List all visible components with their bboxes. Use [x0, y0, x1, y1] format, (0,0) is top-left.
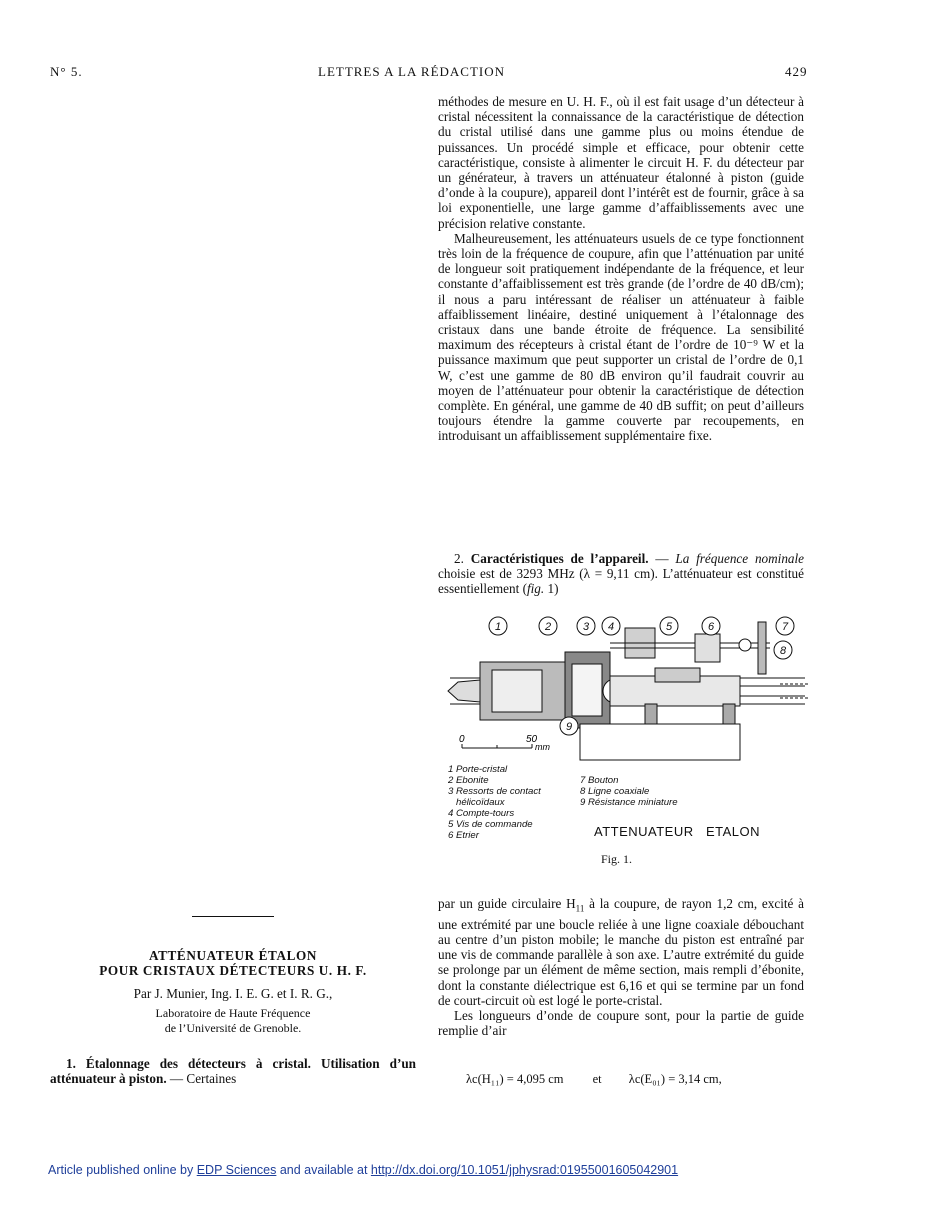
section-1 [50, 1056, 416, 1086]
callout-3: 3 [583, 621, 590, 633]
legend-item: 6 Etrier [448, 830, 479, 841]
guide-text-a: par un guide circulaire H [438, 896, 576, 911]
callout-2: 2 [545, 621, 552, 633]
legend-item: 4 Compte-tours [448, 808, 515, 819]
italic-frequence: La fréquence nominale [675, 551, 805, 566]
section-2-title: Caractéristiques de l’appareil. [470, 551, 649, 566]
paragraph-intro-continued: méthodes de mesure en U. H. F., où il est fait usage d’un détecteur à cristal nécessitent la connaissance de la caractéristique de détection du cristal utilisé dans une gamme plus ou moins étendue de puissances. Un procédé simple et efficace, pour obtenir cette caractéristique, consiste à alimenter le circuit H. F. du détecteur par un générateur, à travers un atténuateur étalonné à piston (guide d’onde à la coupure), appareil dont l’intérêt est de fournir, grâce à sa loi exponentielle, une large gamme d’affaiblissements avec une précision relative constante. [438, 94, 804, 231]
legend-item: 7 Bouton [580, 775, 619, 786]
affiliation-line1: Laboratoire de Haute Fréquence [155, 1005, 311, 1020]
section-header: LETTRES A LA RÉDACTION [318, 64, 506, 79]
section-1-text: — Certaines [166, 1071, 237, 1087]
section-2-dash: — [648, 551, 676, 566]
paragraph-malheureusement: Malheureusement, les atténuateurs usuels de ce type fonctionnent très loin de la fréquence de coupure, afin que l’atténuation par unité de longueur soit pratiquement indépendante de la fréquence, et leur constante d’affaiblissement est très grande (de l’ordre de 40 dB/cm); il nous a paru intéressant de réaliser un atténuateur à faible affaiblissement linéaire, destiné uniquement à l’étalonnage des cristaux dans une bande étroite de fréquence. La sensibilité maximum des récepteurs à cristal étant de l’ordre de 10⁻⁹ W et la puissance maximum que peut supporter un cristal de l’ordre de 0,1 W, c’est une gamme de 80 dB environ qu’il faudrait couvrir au moyen de l’atténuateur pour obtenir la caractéristique de détection complète. En général, une gamme de 40 dB suffit; on peut d’ailleurs toujours étendre la gamme couverte par recoupements, en introduisant un affaiblissement supplémentaire fixe. [438, 230, 804, 444]
equation-2: λc(E₀₁) = 3,14 cm, [628, 1072, 722, 1086]
article-heading [50, 948, 416, 1036]
right-column-bottom [438, 896, 804, 1038]
article-authors: Par J. Munier, Ing. I. E. G. et I. R. G., [133, 986, 333, 1002]
equation-et: et [592, 1072, 602, 1086]
section-2-number: 2. [454, 551, 464, 566]
section-1-title: Étalonnage des détecteurs à cristal. Utilisation d’un atténuateur à piston. [50, 1056, 416, 1087]
edp-sciences-link[interactable]: EDP Sciences [196, 1163, 277, 1177]
figure-title: ATTENUATEUR ETALON [594, 824, 761, 839]
legend-item: 9 Résistance miniature [580, 797, 678, 808]
callout-9: 9 [566, 721, 573, 733]
section-2-text: choisie est de 3293 MHz (λ = 9,11 cm). L’atténuateur est constitué essentiellement ( [438, 566, 804, 597]
figure-legend-left [448, 764, 588, 841]
section-1-paragraph [50, 1056, 416, 1086]
doi-link[interactable]: http://dx.doi.org/10.1051/jphysrad:01955001605042901 [370, 1163, 679, 1177]
issue-number: N° 5. [50, 64, 83, 79]
scale-unit: mm [535, 742, 550, 752]
section-2 [438, 551, 804, 597]
article-title-line2: POUR CRISTAUX DÉTECTEURS U. H. F. [99, 963, 367, 979]
legend-item: 8 Ligne coaxiale [580, 786, 650, 797]
section-2-paragraph [438, 551, 804, 597]
paragraph-guide-circulaire [438, 896, 804, 1008]
right-column-top [438, 94, 804, 444]
guide-subscript: 11 [575, 903, 585, 914]
callout-7: 7 [782, 621, 789, 633]
section-2-text-end: 1) [544, 581, 559, 597]
legend-item: hélicoïdaux [448, 797, 505, 808]
italic-fig: fig. [526, 581, 545, 597]
scale-zero: 0 [459, 734, 465, 745]
callout-1: 1 [495, 621, 502, 633]
page-number: 429 [785, 64, 808, 79]
legend-item: 3 Ressorts de contact [448, 786, 541, 797]
article-title-line1: ATTÉNUATEUR ÉTALON [149, 948, 317, 963]
scale-fifty: 50 [526, 734, 538, 745]
guide-text-b: à la coupure, de rayon 1,2 cm, excité à une extrémité par une boucle reliée à une ligne coaxiale débouchant au centre d’un piston mobile; le manche du piston est entraîné par une vis de commande parallèle à son axe. L’autre extrémité du guide se prolonge par un élément de même section, mais rempli d’ébonite, dont la constante diélectrique est 6,16 et qui se termine par un fond de court-circuit où est logé le porte-cristal. [438, 896, 804, 1008]
legend-item: 1 Porte-cristal [448, 764, 508, 775]
section-1-number: 1. [66, 1056, 76, 1071]
figure-legend-right [580, 775, 720, 808]
callout-6: 6 [708, 621, 715, 633]
footer-middle: and available at [276, 1163, 371, 1177]
legend-item: 5 Vis de commande [448, 819, 533, 830]
equation-line [466, 1072, 722, 1087]
affiliation-line2: de l’Université de Grenoble. [164, 1020, 302, 1035]
figure-caption: Fig. 1. [601, 852, 633, 866]
callout-8: 8 [780, 645, 787, 657]
callout-5: 5 [666, 621, 673, 633]
callout-4: 4 [608, 621, 615, 633]
legend-item: 2 Ebonite [448, 775, 489, 786]
equation-1: λc(H₁₁) = 4,095 cm [466, 1072, 564, 1086]
publication-footer [48, 1163, 678, 1177]
footer-prefix: Article published online by [48, 1163, 197, 1177]
title-rule [192, 916, 274, 917]
paragraph-longueurs: Les longueurs d’onde de coupure sont, pour la partie de guide remplie d’air [438, 1008, 804, 1039]
